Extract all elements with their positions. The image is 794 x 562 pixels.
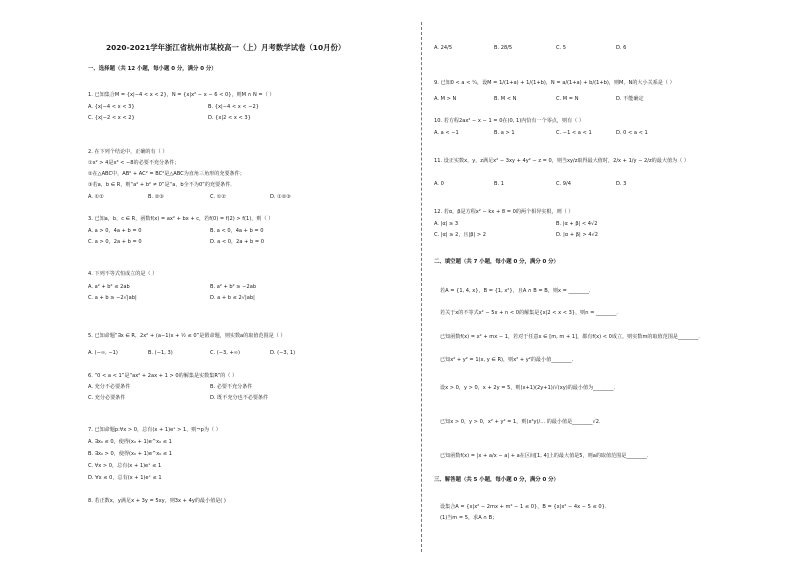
q3-option-c: C. a > 0，2a + b = 0 — [88, 239, 142, 245]
column-divider — [421, 22, 422, 552]
q1-stem: 1. 已知集合M = {x|−4 < x < 2}，N = {x|x² − x − 6 < 0}，则M ∩ N =（ ） — [88, 92, 275, 98]
q12-stem: 12. 若α，β是方程x² − kx + 8 = 0的两个相异实根，则（ ） — [434, 209, 574, 215]
q6-option-b: B. 必要不充分条件 — [210, 384, 253, 390]
q2-option-b: B. ②③ — [148, 194, 164, 200]
q10-option-d: D. 0 < a < 1 — [616, 130, 648, 136]
q7-option-d: D. ∀x ≤ 0，总有(x + 1)eˣ ≤ 1 — [88, 475, 162, 481]
fill-q4: 已知x² + y² = 1(x, y ∈ R)，则x² + y²的最小值________． — [440, 357, 577, 363]
q10-stem: 10. 若方程2ax² − x − 1 = 0在(0, 1)内恰有一个零点，则有（ ） — [434, 118, 584, 124]
q2-line-1: ①x² > 4是x³ < −8的必要不充分条件； — [88, 160, 180, 166]
q3-option-a: A. a > 0，4a + b = 0 — [88, 228, 142, 234]
fill-q7: 已知函数f(x) = |x + a/x − a| + a在区间[1, 4]上的最大值是5，则a的取值范围是________． — [440, 453, 652, 459]
q5-option-a: A. (−∞, −1) — [88, 350, 118, 356]
q11-option-c: C. 9/4 — [556, 181, 571, 187]
q8-stem: 8. 若正数x，y满足x + 3y = 5xy，则3x + 4y的最小值是( ) — [88, 498, 226, 504]
section-choice-heading: 一、选择题（共 12 小题，每小题 0 分，满分 0 分） — [88, 66, 217, 72]
q1-option-d: D. {x|2 < x < 3} — [208, 115, 251, 121]
q12-option-b: B. |α + β| < 4√2 — [556, 221, 598, 227]
q9-option-d: D. 不能确定 — [616, 96, 644, 102]
q1-option-c: C. {x|−2 < x < 2} — [88, 115, 135, 121]
q6-option-c: C. 充分必要条件 — [88, 395, 126, 401]
q9-option-b: B. M < N — [494, 96, 517, 102]
fill-q2: 若关于x的不等式x² − 5x + n < 0的解集是{x|2 < x < 3}，则n = ________． — [440, 310, 622, 316]
q9-option-a: A. M > N — [434, 96, 457, 102]
q5-option-c: C. (−3, +∞) — [210, 350, 241, 356]
q2-option-c: C. ①② — [210, 194, 226, 200]
q2-stem: 2. 在下列个结论中，正确的有（ ） — [88, 149, 168, 155]
q3-option-b: B. a < 0，4a + b = 0 — [210, 228, 264, 234]
fill-q1: 若A = {1, 4, x}，B = {1, x²}，且A ∩ B = B，则x = ________． — [440, 288, 594, 294]
q7-option-a: A. ∃x₀ ≤ 0，使得(x₀ + 1)e^x₀ ≤ 1 — [88, 439, 172, 445]
fill-q6: 已知x > 0，y > 0，x² + y² = 1，则(x²y)/... 的最小值是________√2． — [440, 419, 605, 425]
q8-option-a: A. 24/5 — [434, 45, 453, 51]
q10-option-b: B. a > 1 — [494, 130, 515, 136]
fill-q5: 设x > 0，y > 0，x + 2y = 5，则(x+1)(2y+1)/√(xy)的最小值为________． — [440, 385, 619, 391]
q4-option-d: D. a + b ≤ 2√|ab| — [210, 295, 255, 301]
q11-option-a: A. 0 — [434, 181, 444, 187]
q2-option-d: D. ①②③ — [270, 194, 291, 200]
q12-option-a: A. |α| ≥ 3 — [434, 221, 459, 227]
q1-option-b: B. {x|−4 < x < −2} — [208, 104, 259, 110]
q10-option-a: A. a < −1 — [434, 130, 459, 136]
q7-option-b: B. ∃x₀ > 0，使得(x₀ + 1)e^x₀ ≤ 1 — [88, 451, 173, 457]
q4-stem: 4. 下列不等式恒成立的是（ ） — [88, 271, 158, 277]
q9-option-c: C. M = N — [556, 96, 579, 102]
q5-stem: 5. 已知命题“∃x ∈ R，2x² + (a−1)x + ½ ≤ 0”是假命题，则实数a的取值范围是（ ） — [88, 333, 286, 339]
q7-option-c: C. ∀x > 0，总有(x + 1)eˣ ≤ 1 — [88, 463, 162, 469]
exam-title: 2020-2021学年浙江省杭州市某校高一（上）月考数学试卷（10月份） — [106, 43, 346, 52]
q4-option-a: A. a² + b² ≤ 2ab — [88, 284, 130, 290]
solve-q1-part1: (1)当m = 5，求A ∩ B； — [440, 515, 498, 521]
q11-option-b: B. 1 — [494, 181, 504, 187]
q3-stem: 3. 已知a，b，c ∈ R，函数f(x) = ax² + bx + c，若f(0) = f(2) > f(1)，则（ ） — [88, 216, 274, 222]
right-column — [432, 0, 762, 562]
q4-option-c: C. a + b ≥ −2√|ab| — [88, 295, 137, 301]
left-column — [86, 0, 416, 562]
q6-option-a: A. 充分不必要条件 — [88, 384, 131, 390]
q11-stem: 11. 设正实数x，y，z满足x² − 3xy + 4y² − z = 0，则当xy/z取得最大值时，2/x + 1/y − 2/z的最大值为（ ） — [434, 158, 689, 164]
q2-line-2: ②在△ABC中，AB² + AC² = BC²是△ABC为直角三角形的充要条件； — [88, 171, 245, 177]
q6-option-d: D. 既不充分也不必要条件 — [210, 395, 269, 401]
q5-option-b: B. (−1, 3) — [148, 350, 173, 356]
section-solve-heading: 三、解答题（共 5 小题，每小题 0 分，满分 0 分） — [434, 477, 559, 483]
q6-stem: 6. “0 < a < 1”是“ax² + 2ax + 1 > 0的解集是实数集R”的（ ） — [88, 373, 238, 379]
q8-option-c: C. 5 — [556, 45, 567, 51]
section-fill-heading: 二、填空题（共 7 小题，每小题 0 分，满分 0 分） — [434, 259, 559, 265]
q5-option-d: D. (−3, 1) — [270, 350, 296, 356]
q10-option-c: C. −1 < a < 1 — [556, 130, 592, 136]
q3-option-d: D. a < 0，2a + b = 0 — [210, 239, 264, 245]
q11-option-d: D. 3 — [616, 181, 627, 187]
q1-option-a: A. {x|−4 < x < 3} — [88, 104, 135, 110]
q9-stem: 9. 已知0 < a < ¼，设M = 1/(1+a) + 1/(1+b)，N = a/(1+a) + b/(1+b)，则M，N的大小关系是（ ） — [434, 80, 675, 86]
q2-line-3: ③若a，b ∈ R，则“a² + b² ≠ 0”是“a，b全不为0”的充要条件． — [88, 182, 236, 188]
q4-option-b: B. a² + b² ≥ −2ab — [210, 284, 257, 290]
fill-q3: 已知函数f(x) = x² + mx − 1，若对于任意x ∈ [m, m + 1]，都有f(x) < 0成立，则实数m的取值范围是________． — [440, 334, 704, 340]
solve-q1-stem: 设集合A = {x|x² − 2mx + m² − 1 ≤ 0}，B = {x|x² − 4x − 5 ≤ 0}． — [440, 504, 610, 510]
q8-option-d: D. 6 — [616, 45, 627, 51]
q12-option-c: C. |α| ≥ 2，且|β| > 2 — [434, 232, 486, 238]
q12-option-d: D. |α + β| > 4√2 — [556, 232, 598, 238]
q7-stem: 7. 已知命题p:∀x > 0，总有(x + 1)eˣ > 1，则¬p为（ ） — [88, 427, 221, 433]
q2-option-a: A. ①② — [88, 194, 104, 200]
q8-option-b: B. 28/5 — [494, 45, 513, 51]
